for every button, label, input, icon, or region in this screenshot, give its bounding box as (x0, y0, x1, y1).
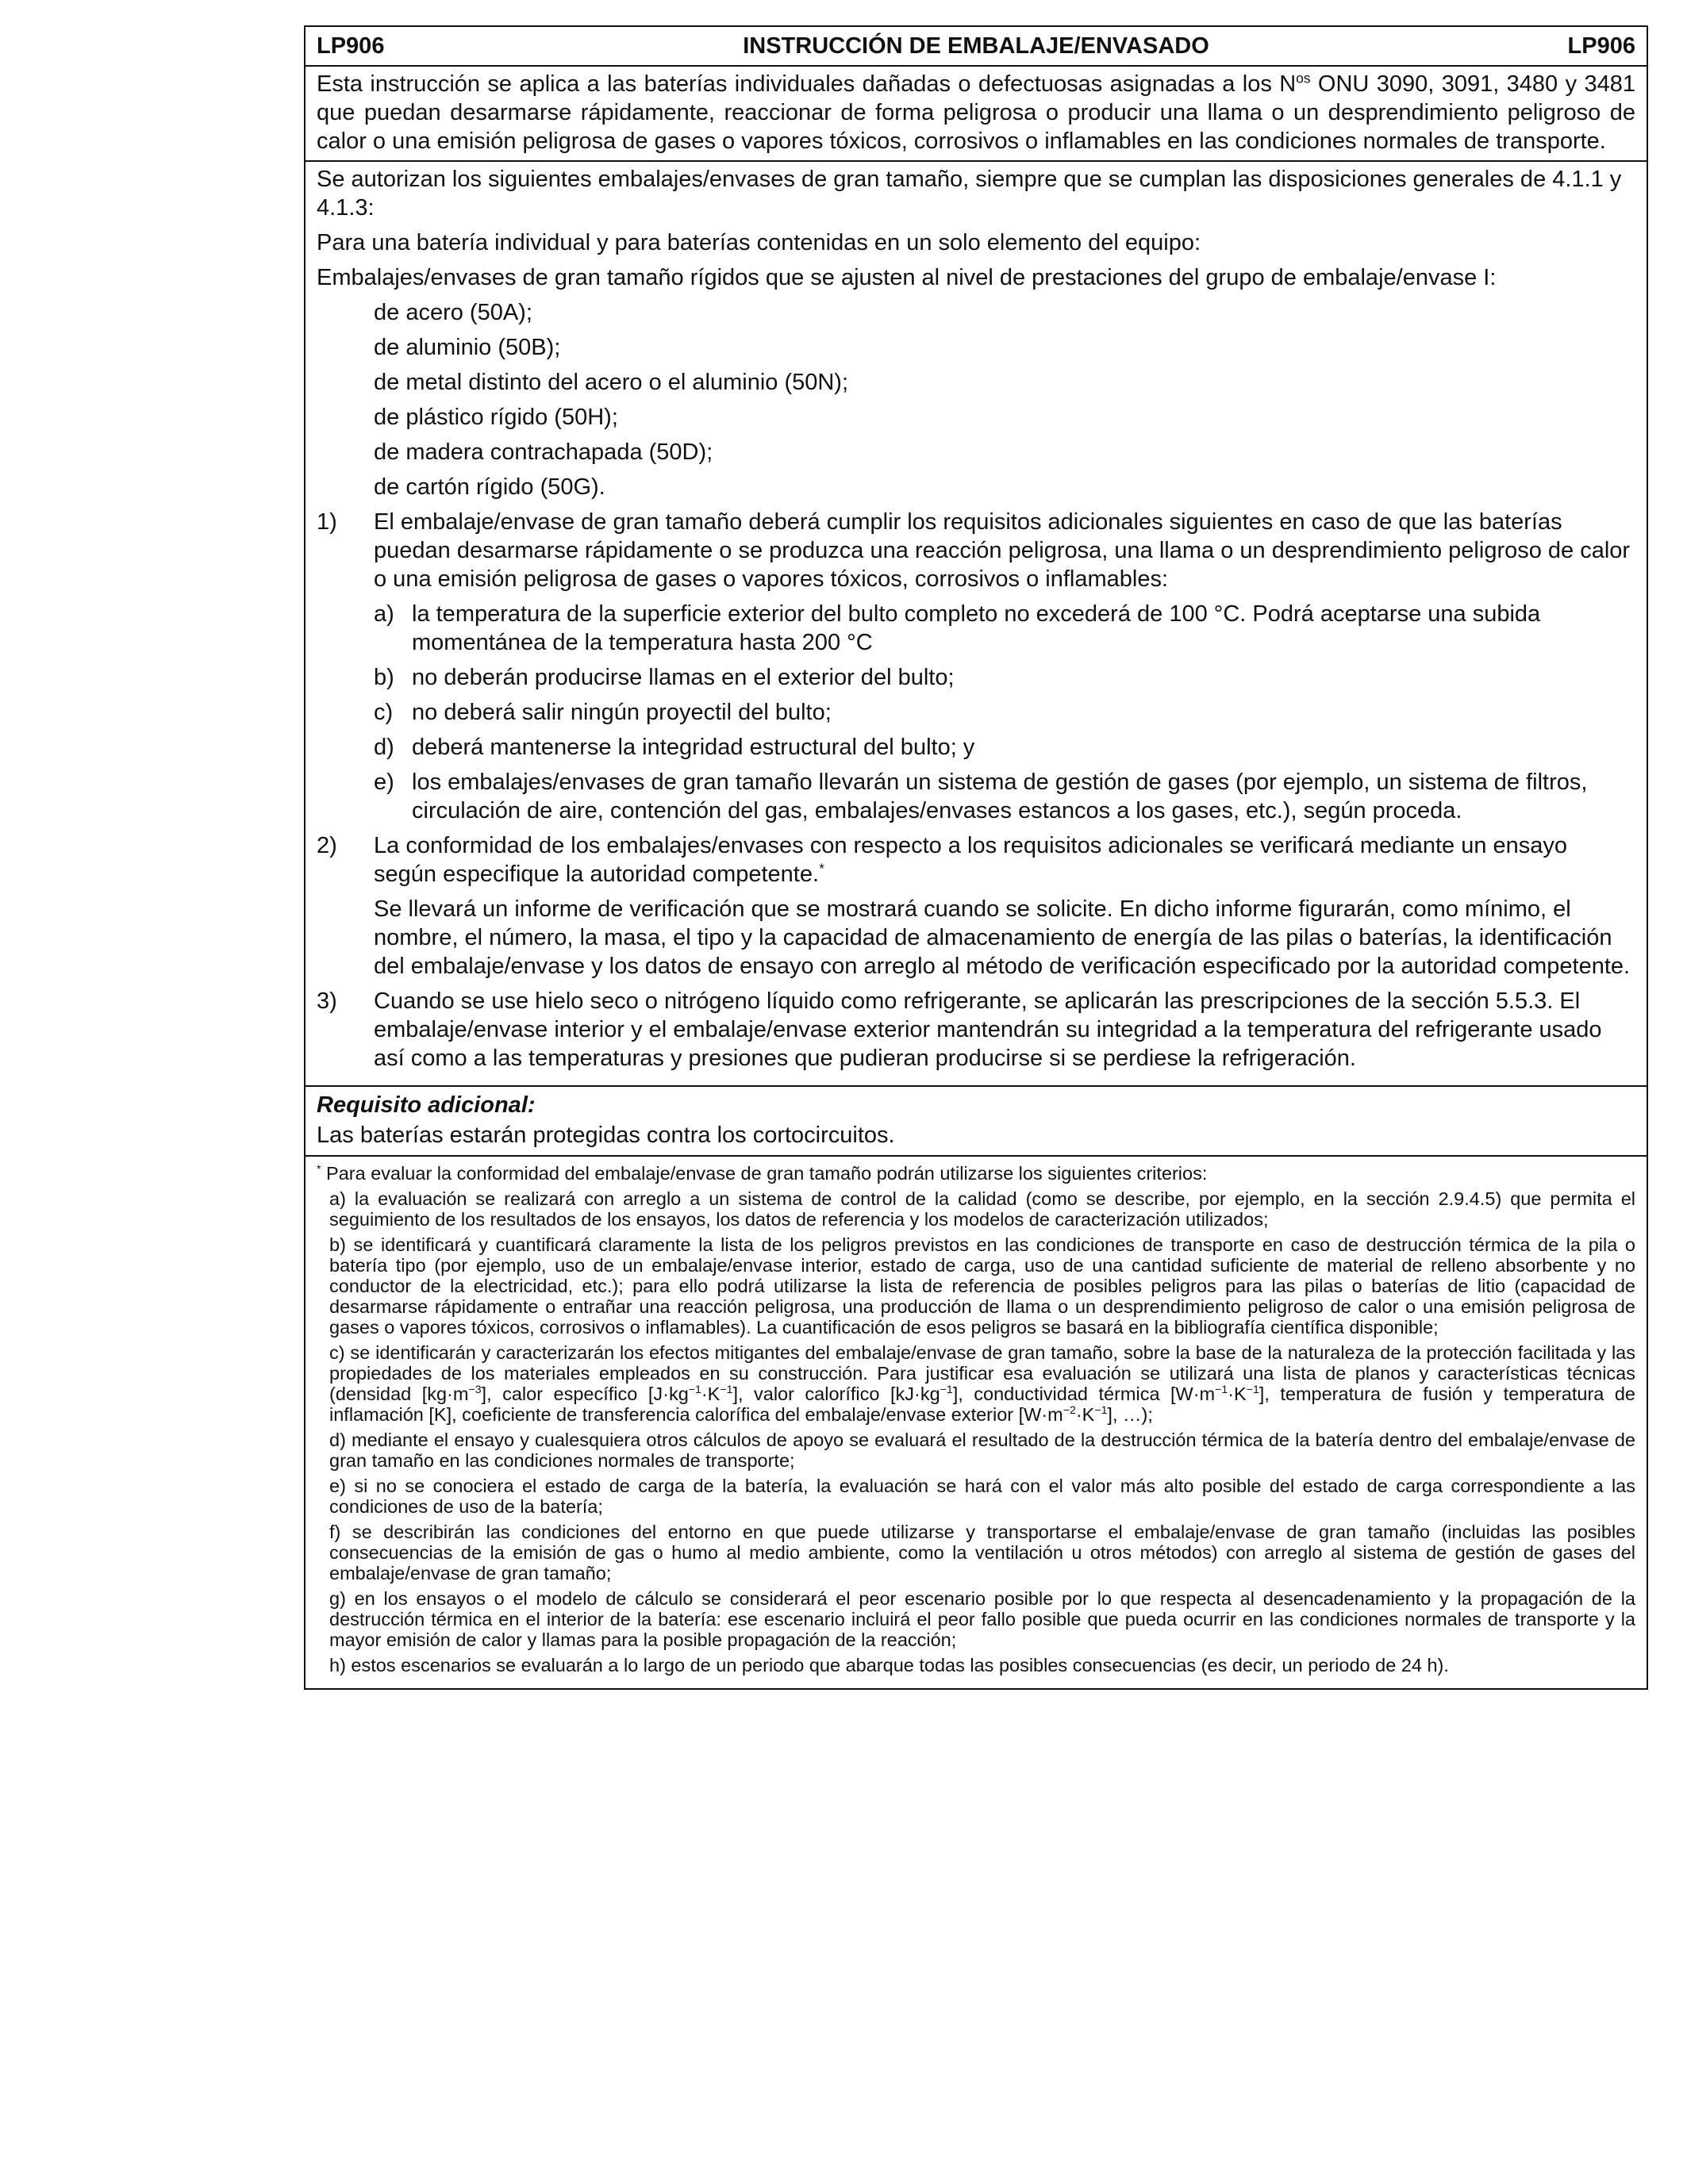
exponent: −1 (1215, 1383, 1228, 1396)
sub-item-a (374, 600, 1635, 657)
footnote-criterion-f: f) se describirán las condiciones del entorno en que puede utilizarse y transportarse el embalaje/envase de gran tamaño (incluidas las posibles consecuencias de la emisión de gas o humo al medio ambiente, como la ventilación u otros métodos) con arreglo al sistema de gestión de gases del embalaje/envase de gran tamaño; (329, 1522, 1635, 1583)
exponent: −2 (1063, 1403, 1076, 1417)
sub-item-text: la temperatura de la superficie exterior del bulto completo no excederá de 100 °C. Podrá aceptarse una subida momentánea de la temperatura hasta 200 °C (412, 601, 1541, 655)
criterion-c-text: ], valor calorífico [kJ·kg (732, 1384, 940, 1404)
exponent: −1 (688, 1383, 701, 1396)
footnote-intro (317, 1163, 1635, 1184)
footnote-mark: * (819, 860, 824, 877)
packaging-type: de cartón rígido (50G). (374, 474, 605, 500)
additional-requirement-text: Las baterías estarán protegidas contra los cortocircuitos. (317, 1123, 895, 1148)
footnote-criterion-d: d) mediante el ensayo y cualesquiera otros cálculos de apoyo se evaluará el resultado de la destrucción térmica de la batería dentro del embalaje/envase de gran tamaño en las condiciones normales de transporte; (329, 1430, 1635, 1471)
single-battery-paragraph: Para una batería individual y para baterías contenidas en un solo elemento del equipo: (317, 230, 1201, 255)
sub-item-text: los embalajes/envases de gran tamaño llevarán un sistema de gestión de gases (por ejemplo, un sistema de filtros, circulación de aire, contención del gas, embalajes/envases estancos a los gases, etc.), según proceda. (412, 770, 1588, 823)
scope-text-1: Esta instrucción se aplica a las baterías individuales dañadas o defectuosas asignadas a los N (317, 71, 1297, 97)
item-number: 3) (317, 988, 337, 1014)
sub-item-letter: c) (374, 700, 394, 725)
item-text (374, 831, 1635, 889)
footnote-section (306, 1157, 1647, 1688)
criterion-c-text: ], …); (1107, 1404, 1153, 1425)
packaging-type: de plástico rígido (50H); (374, 405, 618, 430)
criterion-c-text: ], calor específico [J·kg (481, 1384, 689, 1404)
scope-text-2: ONU 3090, 3091, 3480 y 3481 que puedan desarmarse rápidamente, reaccionar de forma peligrosa o producir una llama o un desprendimiento peligroso de calor o una emisión peligrosa de gases o vapores tóxicos, corrosivos o inflamables en las condiciones normales de transporte. (317, 71, 1635, 154)
criterion-c-text: ·K (1228, 1384, 1247, 1404)
item-number: 2) (317, 833, 337, 858)
sub-item-letter: b) (374, 665, 394, 690)
numbered-item-2 (317, 831, 1635, 981)
sub-item-e (374, 768, 1635, 825)
sub-item-letter: a) (374, 601, 394, 627)
criterion-c-text: c) se identificarán y caracterizarán los efectos mitigantes del embalaje/envase de gran tamaño, sobre la base de la naturaleza de la protección facilitada y las propiedades de los materiales empleados en su construcción. Para justificar esa evaluación se utilizará una lista de planos y características técnicas (densidad [kg·m (329, 1342, 1635, 1404)
packaging-type: de acero (50A); (374, 300, 532, 325)
table-header (306, 27, 1647, 67)
footnote-criterion-h: h) estos escenarios se evaluarán a lo largo de un periodo que abarque todas las posibles consecuencias (es decir, un periodo de 24 h). (329, 1655, 1449, 1675)
footnote-criterion-g: g) en los ensayos o el modelo de cálculo se considerará el peor escenario posible por lo que respecta al desencadenamiento y la propagación de la destrucción térmica en el interior de la batería: ese escenario incluirá el peor fallo posible que pueda ocurrir en las condiciones normales de transporte y la mayor emisión de calor y llamas para la posible propagación de la reacción; (329, 1588, 1635, 1650)
item-text: Cuando se use hielo seco o nitrógeno líquido como refrigerante, se aplicarán las prescripciones de la sección 5.5.3. El embalaje/envase interior y el embalaje/envase exterior mantendrán su integridad a la temperatura del refrigerante usado así como a las temperaturas y presiones que pudieran producirse si se perdiese la refrigeración. (374, 988, 1602, 1071)
packaging-type: de aluminio (50B); (374, 335, 561, 360)
criterion-c-text: ], temperatura de fusión y temperatura de inflamación [K], coeficiente de transferencia calorífica del embalaje/envase exterior [W·m (329, 1384, 1635, 1425)
rigid-packaging-paragraph: Embalajes/envases de gran tamaño rígidos que se ajusten al nivel de prestaciones del grupo de embalaje/envase I: (317, 265, 1497, 290)
numbered-item-1 (317, 508, 1635, 825)
scope-paragraph (306, 67, 1647, 162)
item-text: El embalaje/envase de gran tamaño deberá cumplir los requisitos adicionales siguientes en caso de que las baterías puedan desarmarse rápidamente o se produzca una reacción peligrosa, una llama o un desprendimiento peligroso de calor o una emisión peligrosa de gases o vapores tóxicos, corrosivos o inflamables: (374, 509, 1631, 592)
packaging-type: de madera contrachapada (50D); (374, 439, 713, 465)
additional-requirement-heading: Requisito adicional: (317, 1092, 536, 1118)
instruction-code-right: LP906 (1567, 33, 1635, 59)
footnote-criterion-b: b) se identificará y cuantificará claramente la lista de los peligros previstos en las condiciones de transporte en caso de destrucción térmica de la pila o batería tipo (por ejemplo, uso de un embalaje/envase interior, estado de carga, uso de una cantidad suficiente de material de relleno absorbente y no conductor de la electricidad, etc.); para ello podrá utilizarse la lista de referencia de posibles peligros para las pilas o baterías de litio (capacidad de desarmarse rápidamente o entrañar una reacción peligrosa, una producción de llama o un desprendimiento peligroso de calor o una emisión peligrosa de gases o vapores tóxicos, corrosivos o inflamables). La cuantificación de esos peligros se basará en la bibliografía científica disponible; (329, 1234, 1635, 1338)
footnote-mark: * (317, 1162, 321, 1176)
packaging-type: de metal distinto del acero o el aluminio (50N); (374, 370, 849, 395)
instruction-code-left: LP906 (317, 33, 385, 59)
footnote-criterion-c (317, 1342, 1635, 1425)
sub-item-letter: e) (374, 770, 394, 795)
exponent: −1 (940, 1383, 953, 1396)
scope-superscript: os (1296, 70, 1311, 86)
item-continuation: Se llevará un informe de verificación que se mostrará cuando se solicite. En dicho informe figurarán, como mínimo, el nombre, el número, la masa, el tipo y la capacidad de almacenamiento de energía de las pilas o baterías, la identificación del embalaje/envase y los datos de ensayo con arreglo al método de verificación especificado por la autoridad competente. (374, 896, 1631, 979)
item-number: 1) (317, 509, 337, 535)
sub-item-text: no deberá salir ningún proyectil del bulto; (412, 700, 832, 725)
sub-item-letter: d) (374, 735, 394, 760)
sub-item-d (374, 733, 1635, 762)
sub-item-c (374, 698, 1635, 727)
exponent: −1 (1246, 1383, 1259, 1396)
numbered-item-3 (317, 987, 1635, 1073)
footnote-intro-text: Para evaluar la conformidad del embalaje/envase de gran tamaño podrán utilizarse los siguientes criterios: (321, 1163, 1208, 1184)
exponent: −1 (720, 1383, 733, 1396)
intro-paragraph: Se autorizan los siguientes embalajes/envases de gran tamaño, siempre que se cumplan las disposiciones generales de 4.1.1 y 4.1.3: (317, 167, 1622, 221)
criterion-c-text: ·K (1075, 1404, 1095, 1425)
criterion-c-text: ·K (701, 1384, 721, 1404)
exponent: −1 (1094, 1403, 1108, 1417)
additional-requirement (306, 1087, 1647, 1157)
criterion-c-text: ], conductividad térmica [W·m (952, 1384, 1216, 1404)
footnote-criterion-e: e) si no se conociera el estado de carga de la batería, la evaluación se hará con el valor más alto posible del estado de carga correspondiente a las condiciones de uso de la batería; (329, 1476, 1635, 1517)
sub-item-b (374, 663, 1635, 692)
footnote-criterion-a: a) la evaluación se realizará con arreglo a un sistema de control de la calidad (como se describe, por ejemplo, en la sección 2.9.4.5) que permita el seguimiento de los resultados de los ensayos, los datos de referencia y los modelos de caracterización utilizados; (329, 1188, 1635, 1230)
packing-instruction-table (304, 25, 1648, 1690)
main-provisions (306, 162, 1647, 1087)
exponent: −3 (468, 1383, 482, 1396)
sub-item-text: no deberán producirse llamas en el exterior del bulto; (412, 665, 955, 690)
sub-item-text: deberá mantenerse la integridad estructural del bulto; y (412, 735, 975, 760)
item-text-body: La conformidad de los embalajes/envases con respecto a los requisitos adicionales se verificará mediante un ensayo según especifique la autoridad competente. (374, 833, 1568, 887)
instruction-title: INSTRUCCIÓN DE EMBALAJE/ENVASADO (743, 33, 1209, 59)
